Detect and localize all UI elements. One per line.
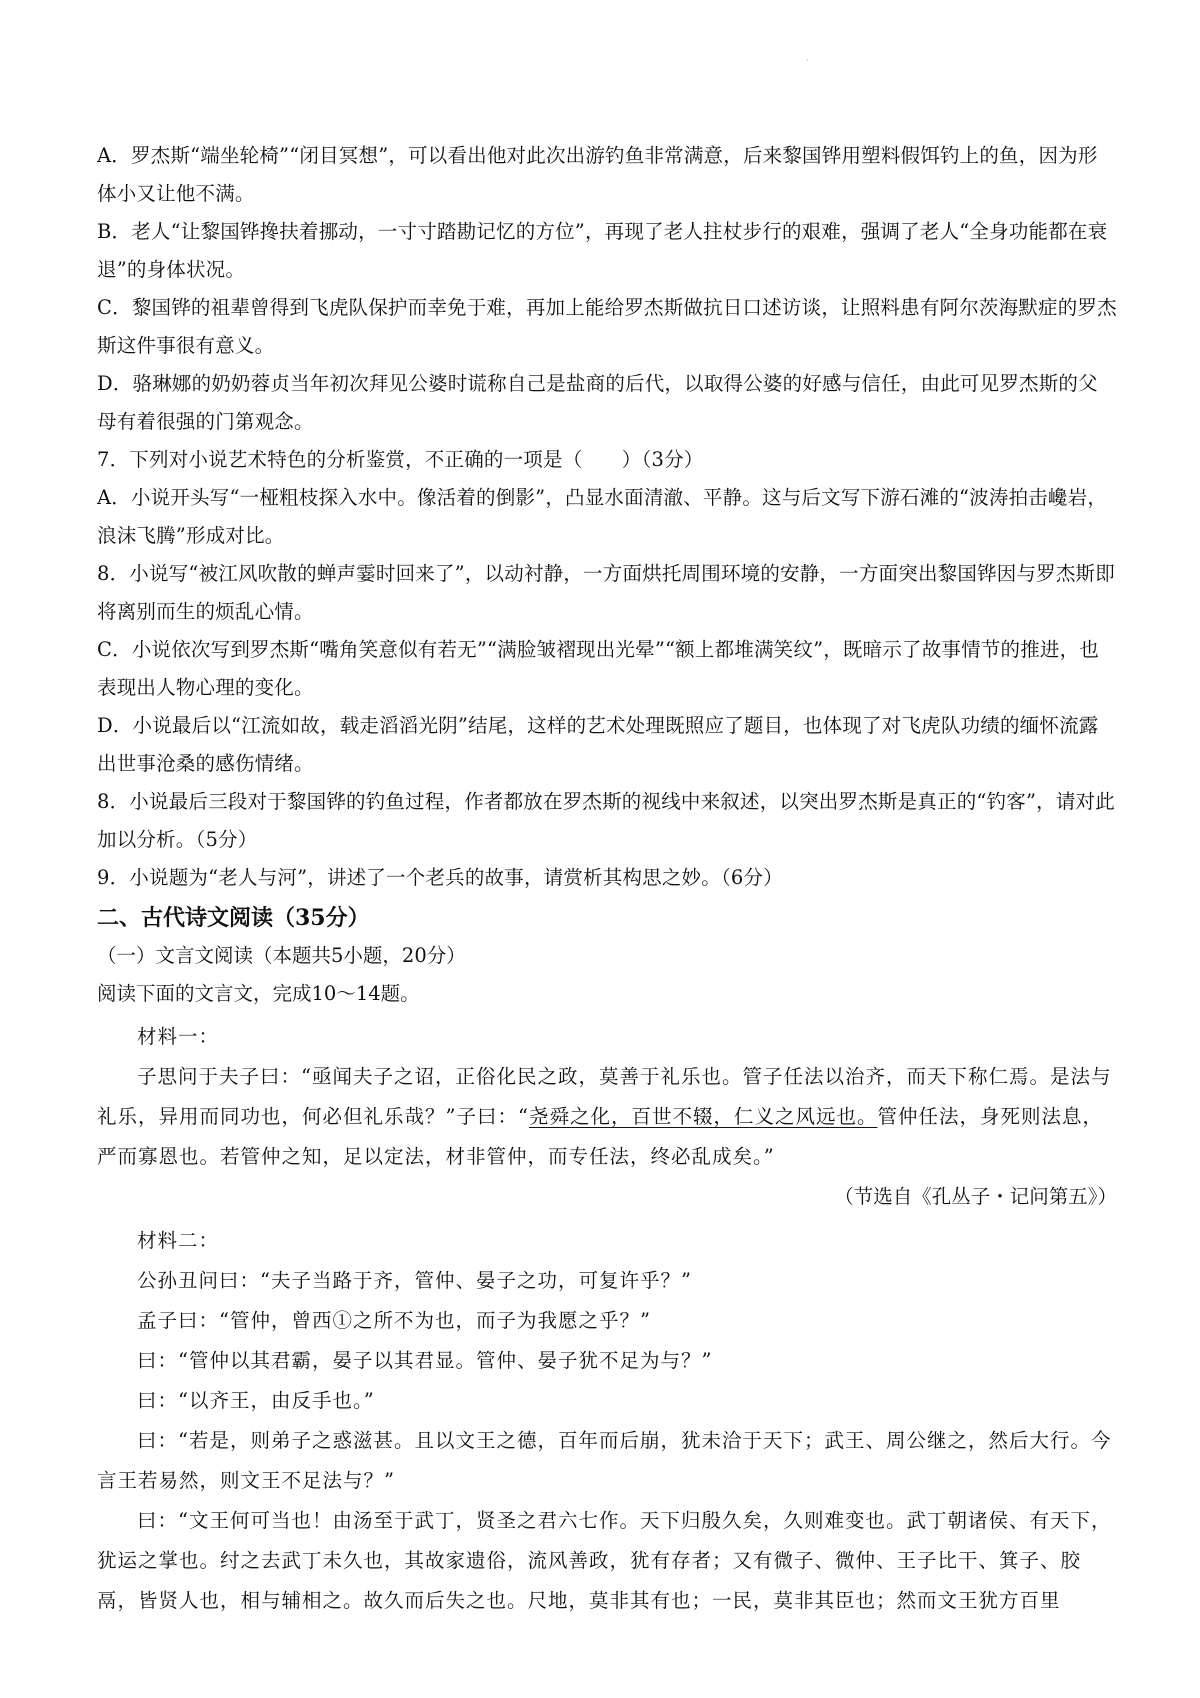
q7-option-d: D．小说最后以“江流如故，载走滔滔光阴”结尾，这样的艺术处理既照应了题目，也体现了对飞虎队功绩的缅怀流露出世事沧桑的感伤情绪。: [97, 714, 1099, 775]
material1-source: （节选自《孔丛子・记问第五》）: [834, 1185, 1117, 1208]
material2-line: 公孙丑问曰：“夫子当路于齐，管仲、晏子之功，可复许乎？”: [137, 1269, 692, 1292]
material1-text-after: 管仲任法，身死则法息，严而寡恩也。若管仲之知，足以定法，材非管仲，而专任法，终必乱成矣。”: [97, 1105, 1103, 1168]
material1-text: [97, 1057, 1117, 1177]
q7-option-a: A．小说开头写“一桠粗枝探入水中。像活着的倒影”，凸显水面清澈、平静。这与后文写下游石滩的“波涛拍击巉岩，浪沫飞腾”形成对比。: [97, 486, 1108, 547]
q6-option-a: A．罗杰斯“端坐轮椅”“闭目冥想”，可以看出他对此次出游钓鱼非常满意，后来黎国铧用塑料假饵钓上的鱼，因为形体小又让他不满。: [97, 144, 1098, 205]
page-content: [97, 137, 1117, 1621]
material2-label: 材料二：: [137, 1229, 220, 1252]
q9-question: 9．小说题为“老人与河”，讲述了一个老兵的故事，请赏析其构思之妙。（6分）: [97, 866, 783, 889]
section-subtitle: （一）文言文阅读（本题共5小题，20分）: [97, 944, 466, 967]
material2-line: 曰：“文王何可当也！由汤至于武丁，贤圣之君六七作。天下归殷久矣，久则难变也。武丁朝诸侯、有天下，犹运之掌也。纣之去武丁未久也，其故家遗俗，流风善政，犹有存者；又有微子、微仲、王子比干、箕子、胶鬲，皆贤人也，相与辅相之。故久而后失之也。尺地，莫非其有也；一民，莫非其臣也；然而文王犹方百里: [97, 1509, 1112, 1612]
material2-line: 孟子曰：“管仲，曾西①之所不为也，而子为我愿之乎？”: [137, 1309, 651, 1332]
q6-option-c: C．黎国铧的祖辈曾得到飞虎队保护而幸免于难，再加上能给罗杰斯做抗日口述访谈，让照料患有阿尔茨海默症的罗杰斯这件事很有意义。: [97, 296, 1117, 357]
material2-line: 曰：“以齐王，由反手也。”: [137, 1389, 375, 1412]
q7-stem: 7．下列对小说艺术特色的分析鉴赏，不正确的一项是（ ）（3分）: [97, 448, 704, 471]
material1-text-before: 子思问于夫子曰：“亟闻夫子之诏，正俗化民之政，莫善于礼乐也。管子任法以治齐，而天下称仁焉。是法与礼乐，异用而同功也，何必但礼乐哉？”子曰：“: [97, 1065, 1112, 1128]
material2-line: 曰：“管仲以其君霸，晏子以其君显。管仲、晏子犹不足为与？”: [137, 1349, 713, 1372]
material1-label: 材料一：: [137, 1025, 220, 1048]
material1-underlined-sentence: 尧舜之化，百世不辍，仁义之风远也。: [528, 1105, 878, 1128]
section-title: 二、古代诗文阅读（35分）: [97, 905, 370, 931]
section-instruction: 阅读下面的文言文，完成10～14题。: [97, 982, 420, 1005]
page-mark: ': [806, 58, 809, 67]
q8-question: 8．小说最后三段对于黎国铧的钓鱼过程，作者都放在罗杰斯的视线中来叙述，以突出罗杰斯是真正的“钓客”，请对此加以分析。（5分）: [97, 790, 1115, 851]
q7-option-b: 8．小说写“被江风吹散的蝉声霎时回来了”，以动衬静，一方面烘托周围环境的安静，一方面突出黎国铧因与罗杰斯即将离别而生的烦乱心情。: [97, 562, 1115, 623]
q7-option-c: C．小说依次写到罗杰斯“嘴角笑意似有若无”“满脸皱褶现出光晕”“额上都堆满笑纹”，既暗示了故事情节的推进，也表现出人物心理的变化。: [97, 638, 1100, 699]
material2-line: 曰：“若是，则弟子之惑滋甚。且以文王之德，百年而后崩，犹未洽于天下；武王、周公继之，然后大行。今言王若易然，则文王不足法与？”: [97, 1429, 1112, 1492]
q6-option-b: B．老人“让黎国铧搀扶着挪动，一寸寸踏勘记忆的方位”，再现了老人拄杖步行的艰难，强调了老人“全身功能都在衰退”的身体状况。: [97, 220, 1108, 281]
q6-option-d: D．骆琳娜的奶奶蓉贞当年初次拜见公婆时谎称自己是盐商的后代，以取得公婆的好感与信任，由此可见罗杰斯的父母有着很强的门第观念。: [97, 372, 1098, 433]
